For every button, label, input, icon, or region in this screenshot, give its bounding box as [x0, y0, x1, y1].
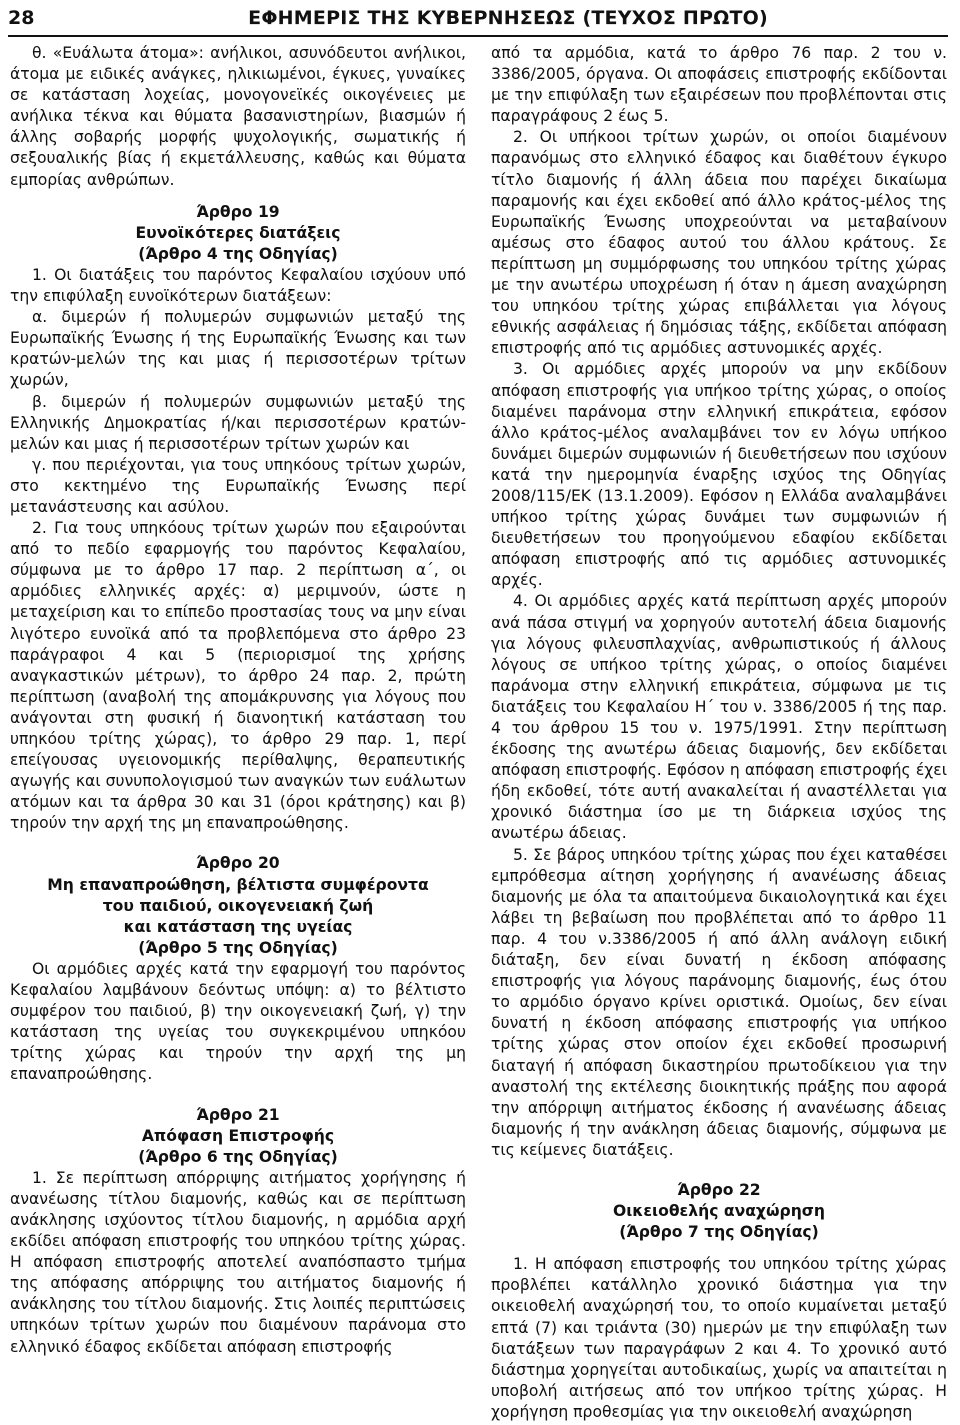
- article-20-heading: [10, 853, 466, 958]
- paragraph: 5. Σε βάρος υπηκόου τρίτης χώρας που έχει καταθέσει εμπρόθεσμα αίτηση χορήγησης ή ανανέωσης άδειας διαμονής με όλα τα απαιτούμενα δικαιολογητικά και έχει λάβει τη βεβαίωση που προβλέπεται από το άρθρο 11 παρ. 4 του ν.3386/2005 ή από άλλη ανάλογη ειδική διάταξη, δεν είναι δυνατή η έκδοση απόφασης επιστροφής για λόγους παράνομης διαμονής, έως ότου το αρμόδιο όργανο κρίνει οριστικά. Ομοίως, δεν είναι δυνατή η έκδοση απόφασης επιστροφής για υπήκοο τρίτης χώρας στον οποίον έχει εκδοθεί προσωρινή διαταγή ή απόφαση δικαστηρίου πρωτοδίκειου για την αναστολή της εκτέλεσης διοικητικής πράξης που αφορά την απόρριψη αιτήματος έκδοσης ή ανανέωσης άδειας διαμονής ή την ανάκληση άδειας διαμονής, σύμφωνα με τις κείμενες διατάξεις.: [491, 845, 947, 1159]
- paragraph: 1. Σε περίπτωση απόρριψης αιτήματος χορήγησης ή ανανέωσης τίτλου διαμονής, καθώς και σε περίπτωση ανάκλησης ισχύοντος τίτλου διαμονής, η αρμόδια αρχή εκδίδει απόφαση επιστροφής του υπηκόου τρίτης χώρας. Η απόφαση επιστροφής αποτελεί αναπόσπαστο τμήμα της απόφασης απόρριψης του αιτήματος διαμονής ή ανάκλησης του τίτλου διαμονής. Στις λοιπές περιπτώσεις υπηκόων τρίτων χωρών που διαμένουν παράνομα στο ελληνικό έδαφος εκδίδεται απόφαση επιστροφής: [10, 1168, 466, 1356]
- paragraph: α. διμερών ή πολυμερών συμφωνιών μεταξύ της Ευρωπαϊκής Ένωσης ή της Ευρωπαϊκής Ένωσης και των κρατών-μελών της και μιας ή περισσοτέρων τρίτων χωρών,: [10, 308, 466, 390]
- paragraph: 4. Οι αρμόδιες αρχές κατά περίπτωση αρχές μπορούν ανά πάσα στιγμή να χορηγούν αυτοτελή άδεια διαμονής για λόγους φιλευσπλαχνίας, ανθρωπιστικούς ή άλλους λόγους σε υπήκοο τρίτης χώρας, ο οποίος διαμένει παράνομα στην ελληνική επικράτεια, σύμφωνα με τις διατάξεις του Κεφαλαίου Η΄ του ν. 3386/2005 ή της παρ. 4 του άρθρου 15 του ν. 1975/1991. Στην περίπτωση έκδοσης της ανωτέρω άδειας διαμονής, δεν εκδίδεται απόφαση επιστροφής. Εφόσον η απόφαση επιστροφής έχει ήδη εκδοθεί, τότε αυτή ανακαλείται ή αναστέλλεται για χρονικό διάστημα ίσο με τη διάρκεια ισχύος της ανωτέρω άδειας.: [491, 592, 947, 843]
- article-directive-ref: (Άρθρο 7 της Οδηγίας): [619, 1223, 819, 1242]
- article-22-heading: [491, 1180, 947, 1243]
- article-directive-ref: (Άρθρο 4 της Οδηγίας): [138, 244, 338, 263]
- article-title: Απόφαση Επιστροφής: [141, 1126, 335, 1145]
- paragraph: 1. Οι διατάξεις του παρόντος Κεφαλαίου ισχύουν υπό την επιφύλαξη ευνοϊκότερων διατάξεων:: [10, 265, 466, 306]
- article-19-heading: [10, 202, 466, 265]
- article-title: Μη επαναπροώθηση, βέλτιστα συμφέροντα: [47, 875, 429, 894]
- paragraph-continuation: από τα αρμόδια, κατά το άρθρο 76 παρ. 2 του ν. 3386/2005, όργανα. Οι αποφάσεις επιστροφής εκδίδονται με την επιφύλαξη των εξαιρέσεων που προβλέπονται στις παραγράφους 2 έως 5.: [491, 44, 947, 126]
- article-number: Άρθρο 20: [196, 854, 280, 873]
- left-column: [10, 43, 466, 1358]
- article-directive-ref: (Άρθρο 6 της Οδηγίας): [138, 1147, 338, 1166]
- paragraph: γ. που περιέχονται, για τους υπηκόους τρίτων χωρών, στο κεκτημένο της Ευρωπαϊκής Ένωσης περί μετανάστευσης και ασύλου.: [10, 455, 466, 516]
- article-number: Άρθρο 21: [196, 1105, 280, 1124]
- paragraph: 3. Οι αρμόδιες αρχές μπορούν να μην εκδίδουν απόφαση επιστροφής για υπήκοο τρίτης χώρας, ο οποίος διαμένει παράνομα στην ελληνική επικράτεια, εφόσον άλλο κράτος-μέλος αναλαμβάνει τον εν λόγω υπήκοο δυνάμει διμερών συμφωνιών ή διευθετήσεων που ισχύουν κατά την ημερομηνία έναρξης ισχύος της Οδηγίας 2008/115/ΕΚ (13.1.2009). Εφόσον η Ελλάδα αναλαμβάνει υπήκοο τρίτης χώρας δυνάμει των συμφωνιών ή διευθετήσεων του προηγούμενου εδαφίου εκδίδεται απόφαση επιστροφής από τις αρμόδιες αστυνομικές αρχές.: [491, 360, 947, 590]
- article-title: του παιδιού, οικογενειακή ζωή: [102, 896, 374, 915]
- paragraph: 1. Η απόφαση επιστροφής του υπηκόου τρίτης χώρας προβλέπει κατάλληλο χρονικό διάστημα για την οικειοθελή αναχώρησή του, το οποίο κυμαίνεται μεταξύ επτά (7) και τριάντα (30) ημερών με την επιφύλαξη των διατάξεων των παραγράφων 2 και 4. Το χρονικό αυτό διάστημα χορηγείται αυτοδικαίως, χωρίς να απαιτείται η υποβολή αιτήσεως από τον υπήκοο τρίτης χώρας. Η χορήγηση προθεσμίας για την οικειοθελή αναχώρηση: [491, 1255, 947, 1421]
- gazette-title: ΕΦΗΜΕΡΙΣ ΤΗΣ ΚΥΒΕΡΝΗΣΕΩΣ (ΤΕΥΧΟΣ ΠΡΩΤΟ): [248, 7, 768, 29]
- article-number: Άρθρο 19: [196, 202, 280, 221]
- paragraph: Οι αρμόδιες αρχές κατά την εφαρμογή του παρόντος Κεφαλαίου λαμβάνουν δεόντως υπόψη: α) το βέλτιστο συμφέρον του παιδιού, β) την οικογενειακή ζωή, γ) την κατάσταση της υγείας του συγκεκριμένου υπηκόου τρίτης χώρας και τηρούν την αρχή της μη επαναπροώθησης.: [10, 959, 466, 1084]
- article-directive-ref: (Άρθρο 5 της Οδηγίας): [138, 938, 338, 957]
- article-21-heading: [10, 1105, 466, 1168]
- page-header: [8, 3, 948, 33]
- paragraph: 2. Για τους υπηκόους τρίτων χωρών που εξαιρούνται από το πεδίο εφαρμογής του παρόντος Κεφαλαίου, σύμφωνα με το άρθρο 17 παρ. 2 περίπτωση α΄, οι αρμόδιες ελληνικές αρχές: α) μεριμνούν, ώστε η μεταχείριση και το επίπεδο προστασίας τους να μην είναι λιγότερο ευνοϊκά από τα προβλεπόμενα στο άρθρο 23 παράγραφοι 4 και 5 (περιορισμοί της χρήσης αναγκαστικών μέτρων), το άρθρο 24 παρ. 2, πρώτη περίπτωση (αναβολή της απομάκρυνσης για λόγους που ανάγονται στη φυσική ή διανοητική κατάσταση του υπηκόου τρίτης χώρας), το άρθρο 29 παρ. 1, περί επείγουσας υγειονομικής περίθαλψης, θεραπευτικής αγωγής και συνυπολογισμού των αναγκών των ευάλωτων ατόμων και τα άρθρα 30 και 31 (όροι κράτησης) και β) τηρούν την αρχή της μη επαναπροώθησης.: [10, 519, 466, 833]
- article-title: και κατάσταση της υγείας: [123, 917, 353, 936]
- article-number: Άρθρο 22: [677, 1180, 761, 1199]
- page-number: 28: [8, 7, 35, 29]
- paragraph: 2. Οι υπήκοοι τρίτων χωρών, οι οποίοι διαμένουν παρανόμως στο ελληνικό έδαφος και διαθέτουν έγκυρο τίτλο διαμονής ή άλλη άδεια που παρέχει δικαίωμα παραμονής και έχει εκδοθεί από άλλο κράτος-μέλος της Ευρωπαϊκής Ένωσης υποχρεούνται να μεταβαίνουν αμέσως στο έδαφος αυτού του άλλου κράτους. Σε περίπτωση μη συμμόρφωσης του υπηκόου τρίτης χώρας με την ανωτέρω υποχρέωση ή όταν η άμεση αναχώρηση του υπηκόου τρίτης χώρας επιβάλλεται για λόγους εθνικής ασφάλειας ή δημόσιας τάξης, εκδίδεται απόφαση επιστροφής από τις αρμόδιες αστυνομικές αρχές.: [491, 128, 947, 358]
- article-title: Ευνοϊκότερες διατάξεις: [135, 223, 341, 242]
- article-title: Οικειοθελής αναχώρηση: [612, 1202, 826, 1221]
- paragraph: β. διμερών ή πολυμερών συμφωνιών μεταξύ της Ελληνικής Δημοκρατίας ή/και περισσοτέρων κρατών-μελών και μιας ή περισσοτέρων τρίτων χωρών και: [10, 392, 466, 453]
- header-rule: [8, 35, 948, 37]
- right-column: [491, 43, 947, 1423]
- paragraph-theta: θ. «Ευάλωτα άτομα»: ανήλικοι, ασυνόδευτοι ανήλικοι, άτομα με ειδικές ανάγκες, ηλικιωμένοι, έγκυες, γυναίκες σε κατάσταση λοχείας, μονογονεϊκές οικογένειες με ανήλικα τέκνα και θύματα βασανιστηρίων, βιασμών ή άλλης σοβαρής μορφής ψυχολογικής, σωματικής ή σεξουαλικής βίας ή εκμετάλλευσης, καθώς και θύματα εμπορίας ανθρώπων.: [10, 44, 466, 189]
